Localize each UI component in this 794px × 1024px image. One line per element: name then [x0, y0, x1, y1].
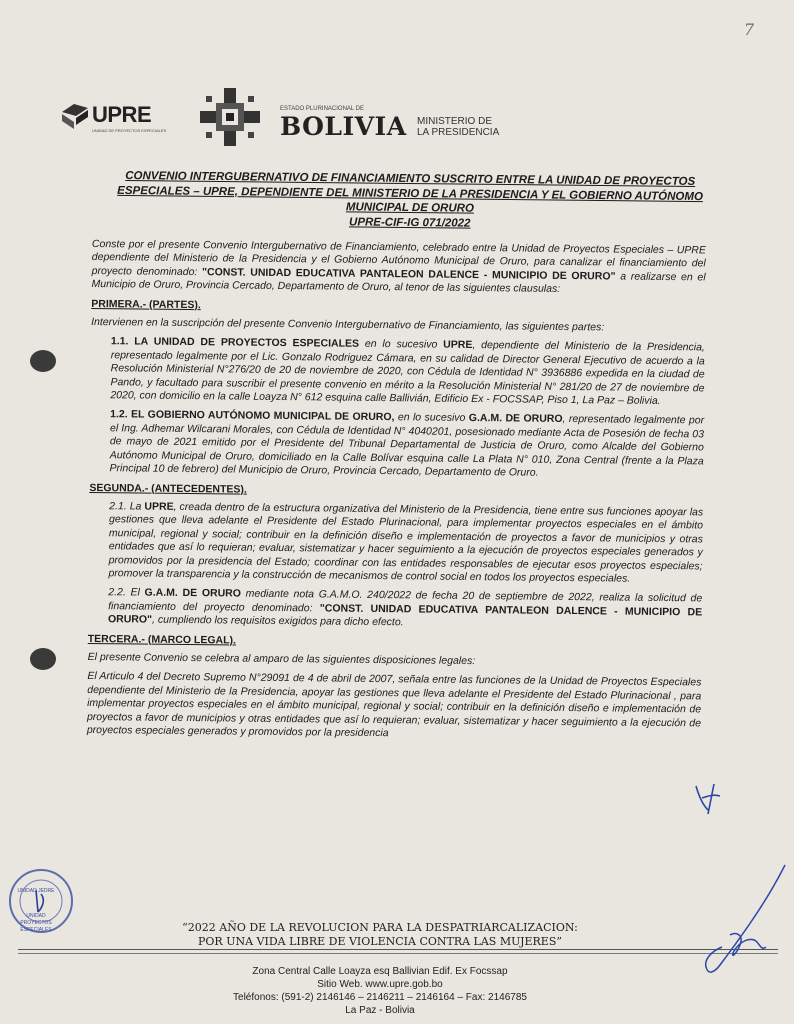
intro-project-name: "CONST. UNIDAD EDUCATIVA PANTALEON DALENCE - MUNICIPIO DE ORURO" — [202, 265, 616, 283]
clause-2-1: 2.1. La UPRE, creada dentro de la estructura organizativa del Ministerio de la Presidencia, tiene entre sus funciones apoyar las gestiones que lleva adelante el Presidente del Estado Plurinacional, para implementar proyectos especiales en el ámbito municipal, regional y social; contribuir en la definición diseño e implementación de proyectos a favor de municipios y otras entidades que así lo requieran; evaluar, sistematizar y hacer seguimiento a la ejecución de proyectos especiales generados y promovidos por la presidencia del Estado; coordinar con las entidades responsables de ejecutar esos proyectos especiales; promover la transparencia y la construcción de mecanismos de control social en todos los proyectos especiales. — [108, 500, 704, 585]
document-body — [87, 238, 706, 750]
agreement-code: UPRE-CIF-IG 071/2022 — [348, 215, 471, 230]
title-line-1: CONVENIO INTERGUBERNATIVO DE FINANCIAMIENTO SUSCRITO ENTRE LA UNIDAD DE PROYECTOS — [125, 170, 696, 188]
page-number-mark: 7 — [743, 20, 754, 39]
footer-address: Zona Central Calle Loayza esq Ballivian Edif. Ex Focssap — [252, 966, 508, 977]
clause-segunda-heading: SEGUNDA.- (ANTECEDENTES). — [89, 481, 247, 496]
footer-website: Sitio Web. www.upre.gob.bo — [317, 979, 443, 990]
document-title — [110, 169, 711, 233]
stamp-text-bottom: UNIDAD PROYECTOS ESPECIALES — [20, 913, 52, 933]
initial-signature-icon — [690, 780, 730, 820]
footer-divider — [18, 949, 778, 954]
slogan — [165, 921, 595, 948]
upre-logo-text: UPRE — [92, 102, 152, 127]
intro-text-a: Conste por el presente Convenio Intergubernativo de Financiamiento, celebrado entre la Unidad de Proyectos Especiales – UPRE dependiente del Ministerio de la Presidencia y el Gobierno Autónomo Municipal de Oruro, para canalizar el financiamiento del proyecto denominado: — [91, 238, 706, 278]
upre-logo — [60, 98, 170, 138]
stamp-text-top: UNIDAD JEDRE — [17, 888, 55, 894]
clause-1-1: 1.1. LA UNIDAD DE PROYECTOS ESPECIALES en lo sucesivo UPRE, dependiente del Ministerio de la Presidencia, representado legalmente por el Lic. Gonzalo Rodriguez Cámara, en su calidad de Director General Ejecutivo de acuerdo a la Resolución Ministerial N°276/20 de 20 de noviembre de 2020, con Cédula de Identidad N° 3936886 expedida en la ciudad de Pando, y facultado para suscribir el presente convenio en mérito a la Resolución Ministerial N° 281/20 de 27 de noviembre de 2020, con domicilio en la calle Loayza N° 612 esquina calle Ballivián, Edificio Ex - FOCSSAP, Piso 1, La Paz – Bolivia. — [110, 335, 705, 408]
upre-icon — [60, 102, 90, 130]
slogan-line-1: “2022 AÑO DE LA REVOLUCION PARA LA DESPATRIARCALIZACION: — [182, 921, 578, 934]
tercera-intro: El presente Convenio se celebra al amparo de las siguientes disposiciones legales: — [87, 650, 476, 668]
title-line-2: ESPECIALES – UPRE, DEPENDIENTE DEL MINISTERIO DE LA PRESIDENCIA Y EL GOBIERNO AUTÓNOMO — [117, 184, 704, 203]
upre-logo-subtitle: UNIDAD DE PROYECTOS ESPECIALES — [92, 128, 167, 133]
clause-primera-heading: PRIMERA.- (PARTES). — [91, 297, 201, 311]
primera-intro: Intervienen en la suscripción del presente Convenio Intergubernativo de Financiamiento, las siguientes partes: — [91, 316, 605, 334]
ministerio-line-2: LA PRESIDENCIA — [417, 127, 500, 138]
stamp-text — [16, 888, 56, 934]
slogan-line-2: POR UNA VIDA LIBRE DE VIOLENCIA CONTRA LAS MUJERES” — [198, 934, 562, 948]
bolivia-logo — [200, 88, 407, 146]
punch-hole — [30, 350, 56, 372]
intro-text-b: a realizarse en el Municipio de Oruro, Provincia Cercado, Departamento de Oruro, al tenor de las siguientes clausulas: — [91, 270, 706, 296]
footer — [190, 965, 570, 1017]
bolivia-logo-small-text: ESTADO PLURINACIONAL DE — [280, 106, 365, 112]
header-logos — [60, 88, 580, 148]
handwritten-signature-icon — [700, 855, 790, 980]
tercera-text: El Articulo 4 del Decreto Supremo N°29091 de 4 de abril de 2007, señala entre las funciones de la Unidad de Proyectos Especiales dependiente del Ministerio de la Presidencia, apoyar las gestiones que lleva adelante el Presidente del Estado Plurinacional , para implementar proyectos especiales en el ámbito municipal, regional y social; contribuir en la definición diseño e implementación de proyectos a favor de municipios y otras entidades que así lo requieran; evaluar, sistematizar y hacer seguimiento a la ejecución de proyectos especiales generados y promovidos por la presidencia — [86, 670, 702, 740]
clause-tercera-heading: TERCERA.- (MARCO LEGAL). — [87, 632, 237, 647]
intro-paragraph — [91, 238, 706, 298]
punch-hole — [30, 648, 56, 670]
ministerio-line-1: MINISTERIO DE — [417, 116, 493, 127]
ministerio-logo — [417, 116, 499, 138]
clause-2-2: 2.2. El G.A.M. DE ORURO mediante nota G.A.M.O. 240/2022 de fecha 20 de septiembre de 2022, realiza la solicitud de financiamiento del proyecto denominado: "CONST. UNIDAD EDUCATIVA PANTALEON DALENCE - MUNICIPIO DE ORURO", cumpliendo los requisitos exigidos para dicho efecto. — [107, 586, 703, 629]
bolivia-logo-text: BOLIVIA — [280, 112, 407, 141]
footer-phones: Teléfonos: (591-2) 2146146 – 2146211 – 2146164 – Fax: 2146785 — [233, 992, 527, 1003]
bolivia-emblem-icon — [200, 88, 260, 146]
footer-city: La Paz - Bolivia — [345, 1005, 415, 1016]
clause-1-2: 1.2. EL GOBIERNO AUTÓNOMO MUNICIPAL DE ORURO, en lo sucesivo G.A.M. DE ORURO, representado legalmente por el Ing. Adhemar Wilcarani Morales, con Cédula de Identidad N° 4040201, posesionado mediante Acta de Posesión de fecha 03 de mayo de 2021 emitido por el Presidente del Tribunal Departamental de Justicia de Oruro, como Alcalde del Gobierno Autónomo Municipal de Oruro, domiciliado en la Calle Bolívar esquina calle La Plata N° 010, Zona Central (frente a la Plaza Principal 10 de febrero) del Municipio de Oruro, Provincia Cercado, Departamento de Oruro. — [109, 408, 705, 479]
title-line-3: MUNICIPAL DE ORURO — [345, 201, 474, 215]
